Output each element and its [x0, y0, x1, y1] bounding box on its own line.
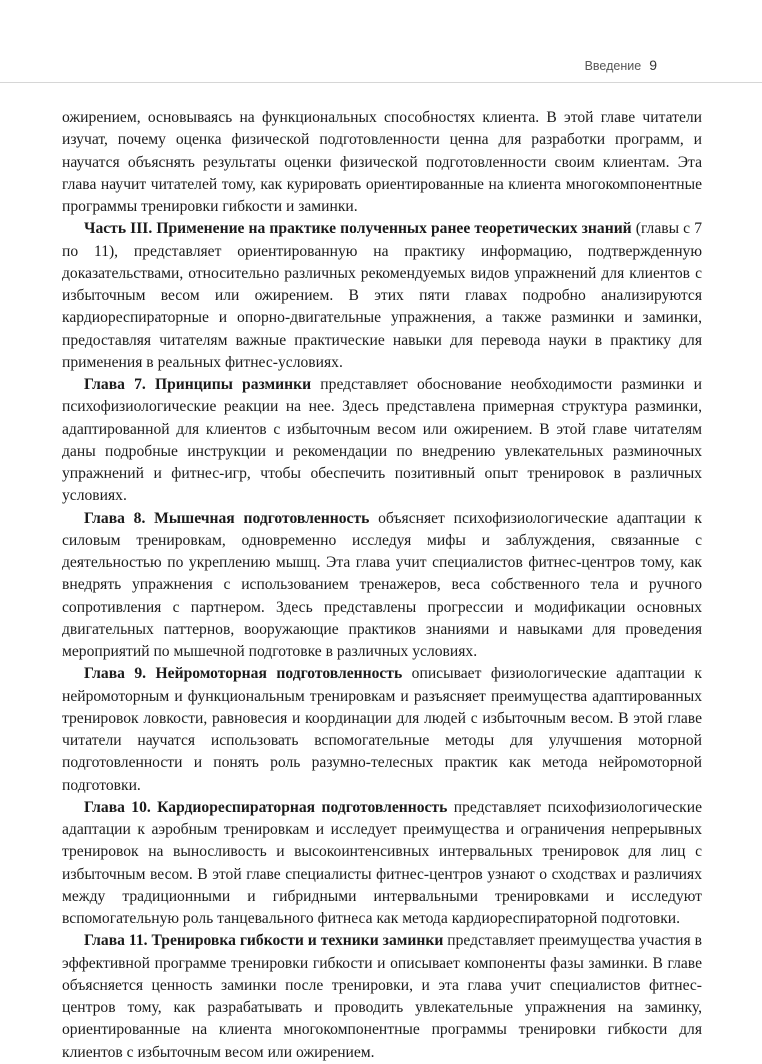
paragraph-text: представляет преимущества участия в эффективной программе тренировки гибкости и описывает компоненты фазы заминки. В главе объясняется ценность заминки после тренировки, и эта глава учит специалистов фитнес-центров тому, как разрабатывать и проводить увлекательные упражнения на заминку, ориентированные на клиента многокомпонентные программы тренировки гибкости для клиентов с избыточным весом или ожирением.	[62, 932, 702, 1061]
paragraph-lead: Глава 9. Нейромоторная подготовленность	[84, 665, 403, 683]
paragraph-text: объясняет психофизиологические адаптации к силовым тренировкам, одновременно исследуя мифы и заблуждения, связанные с деятельностью по укреплению мышц. Эта глава учит специалистов фитнес-центров тому, как внедрять упражнения с использованием тренажеров, веса собственного тела и ручного сопротивления с партнером. Здесь представлены прогрессии и модификации основных двигательных паттернов, вооружающие практиков знаниями и навыками для проведения мероприятий по мышечной подготовке в различных условиях.	[62, 509, 702, 660]
paragraph-chapter-8	[62, 508, 702, 664]
paragraph-text: описывает физиологические адаптации к нейромоторным и функциональным тренировкам и разъясняет преимущества адаптированных тренировок ловкости, равновесия и координации для людей с избыточным весом. В этой главе читатели научатся использовать вспомогательные методы для улучшения моторной подготовленности и понять роль разумно-телесных практик как метода нейромоторной подготовки.	[62, 665, 702, 794]
paragraph-text: представляет психофизиологические адаптации к аэробным тренировкам и исследует преимущества и ограничения непрерывных тренировок на выносливость и высокоинтенсивных интервальных тренировок для лиц с избыточным весом. В этой главе специалисты фитнес-центров узнают о сходствах и различиях между традиционными и гибридными интервальными тренировками и исследуют вспомогательную роль танцевального фитнеса как метода кардиореспираторной подготовки.	[62, 798, 702, 927]
body-text	[62, 107, 702, 1064]
section-title: Введение	[584, 59, 642, 73]
paragraph-lead: Глава 7. Принципы разминки	[84, 376, 312, 393]
paragraph-lead: Глава 10. Кардиореспираторная подготовленность	[84, 798, 448, 816]
paragraph-lead: Часть III. Применение на практике полученных ранее теоретических знаний	[84, 220, 632, 238]
header-rule	[0, 82, 762, 83]
paragraph-chapter-7	[62, 374, 702, 508]
paragraph-continuation	[62, 107, 702, 218]
paragraph-chapter-10	[62, 797, 702, 931]
paragraph-chapter-9	[62, 663, 702, 797]
running-head	[585, 57, 657, 73]
page-number: 9	[649, 57, 657, 73]
paragraph-chapter-11	[62, 930, 702, 1064]
paragraph-text: (главы с 7 по 11), представляет ориентированную на практику информацию, подтвержденную доказательствами, относительно различных рекомендуемых видов упражнений для клиентов с избыточным весом или ожирением. В этих пяти главах подробно анализируются кардиореспираторные и опорно-двигательные упражнения, а также разминки и заминки, предоставляя читателям важные практические навыки для перевода науки в практику для применения в реальных фитнес-условиях.	[62, 220, 702, 371]
paragraph-lead: Глава 11. Тренировка гибкости и техники заминки	[84, 932, 444, 950]
paragraph-text: представляет обоснование необходимости разминки и психофизиологические реакции на нее. Здесь представлена примерная структура разминки, адаптированной для клиентов с избыточным весом или ожирением. В этой главе читателям даны подробные инструкции и рекомендации по внедрению увлекательных разминочных упражнений и фитнес-игр, чтобы обеспечить позитивный опыт тренировок в различных условиях.	[62, 376, 702, 505]
paragraph-lead: Глава 8. Мышечная подготовленность	[84, 509, 370, 527]
paragraph-part-3	[62, 218, 702, 374]
paragraph-text: ожирением, основываясь на функциональных способностях клиента. В этой главе читатели изучат, почему оценка физической подготовленности ценна для разработки программ, и научатся объяснять результаты оценки физической подготовленности своим клиентам. Эта глава научит читателей тому, как курировать ориентированные на клиента многокомпонентные программы тренировки гибкости и заминки.	[62, 109, 702, 215]
